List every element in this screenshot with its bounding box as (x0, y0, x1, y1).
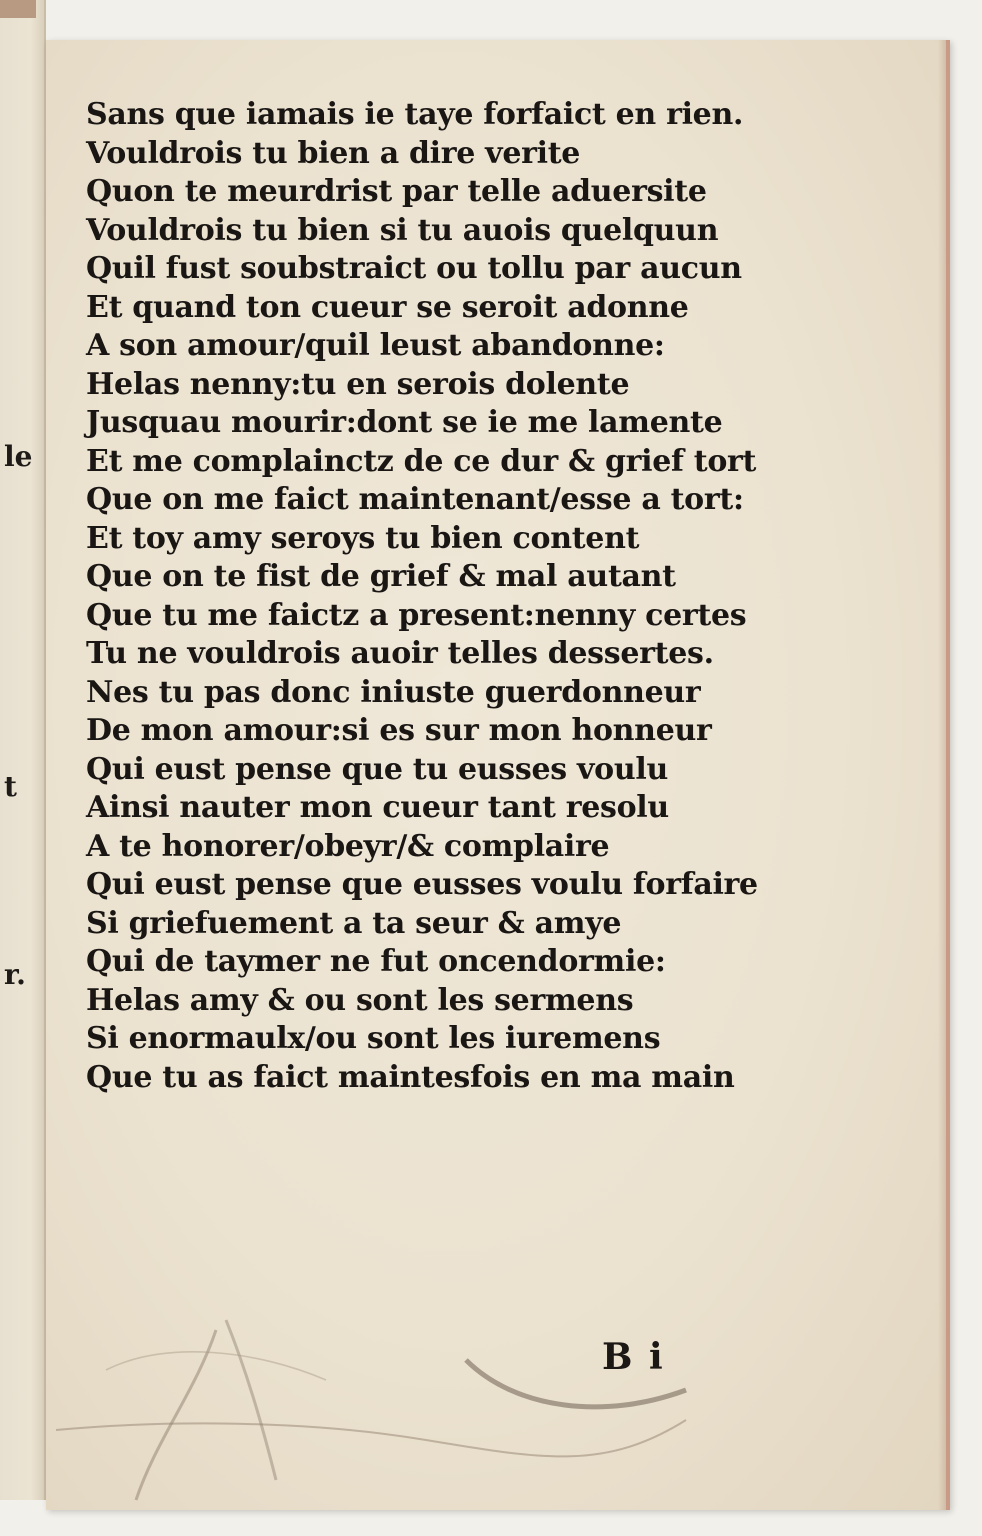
verse-line: Que on me faict maintenant/esse a tort: (86, 482, 744, 517)
verse-line: Helas amy & ou sont les sermens (86, 982, 634, 1018)
verse-line: Si griefuement a ta seur & amye (86, 905, 622, 941)
verse-line: Quil fust soubstraict ou tollu par aucun (86, 251, 742, 286)
verse-line: Et quand ton cueur se seroit adonne (86, 289, 689, 325)
verse-line: Jusquau mourir:dont se ie me lamente (86, 405, 723, 440)
pencil-marks (46, 1270, 946, 1510)
verse-line: Que tu as faict maintesfois en ma main (86, 1059, 735, 1095)
binding-spine (0, 0, 36, 18)
verse-line: Sans que iamais ie taye forfaict en rien. (86, 97, 744, 132)
left-page-fragment: r. (4, 958, 26, 991)
verse-line: Et me complainctz de ce dur & grief tort (86, 443, 757, 479)
verse-line: De mon amour:si es sur mon honneur (86, 713, 712, 748)
verse-line: A son amour/quil leust abandonne: (86, 328, 665, 363)
verse-line: Qui eust pense que eusses voulu forfaire (86, 867, 758, 902)
verse-line: Vouldrois tu bien a dire verite (86, 135, 581, 171)
left-page-fragment: t (4, 770, 17, 803)
verse-line: Et toy amy seroys tu bien content (86, 520, 640, 556)
book-page (46, 40, 950, 1510)
left-facing-page (0, 0, 46, 1500)
verse-line: Quon te meurdrist par telle aduersite (86, 174, 707, 209)
verse-line: Qui de taymer ne fut oncendormie: (86, 944, 666, 979)
verse-line: Que on te fist de grief & mal autant (86, 559, 676, 594)
verse-line: Qui eust pense que tu eusses voulu (86, 751, 668, 787)
verse-line: Vouldrois tu bien si tu auois quelquun (86, 212, 719, 248)
verse-line: Tu ne vouldrois auoir telles dessertes. (86, 636, 714, 671)
verse-line: Nes tu pas donc iniuste guerdonneur (86, 674, 701, 710)
verse-line: Ainsi nauter mon cueur tant resolu (86, 790, 669, 825)
verse-text-block (86, 96, 806, 1097)
verse-line: A te honorer/obeyr/& complaire (86, 828, 610, 864)
verse-line: Helas nenny:tu en serois dolente (86, 366, 630, 402)
signature-mark: B i (602, 1336, 665, 1378)
verse-line: Que tu me faictz a present:nenny certes (86, 597, 747, 633)
verse-line: Si enormaulx/ou sont les iuremens (86, 1021, 661, 1056)
left-page-fragment: le (4, 440, 33, 473)
